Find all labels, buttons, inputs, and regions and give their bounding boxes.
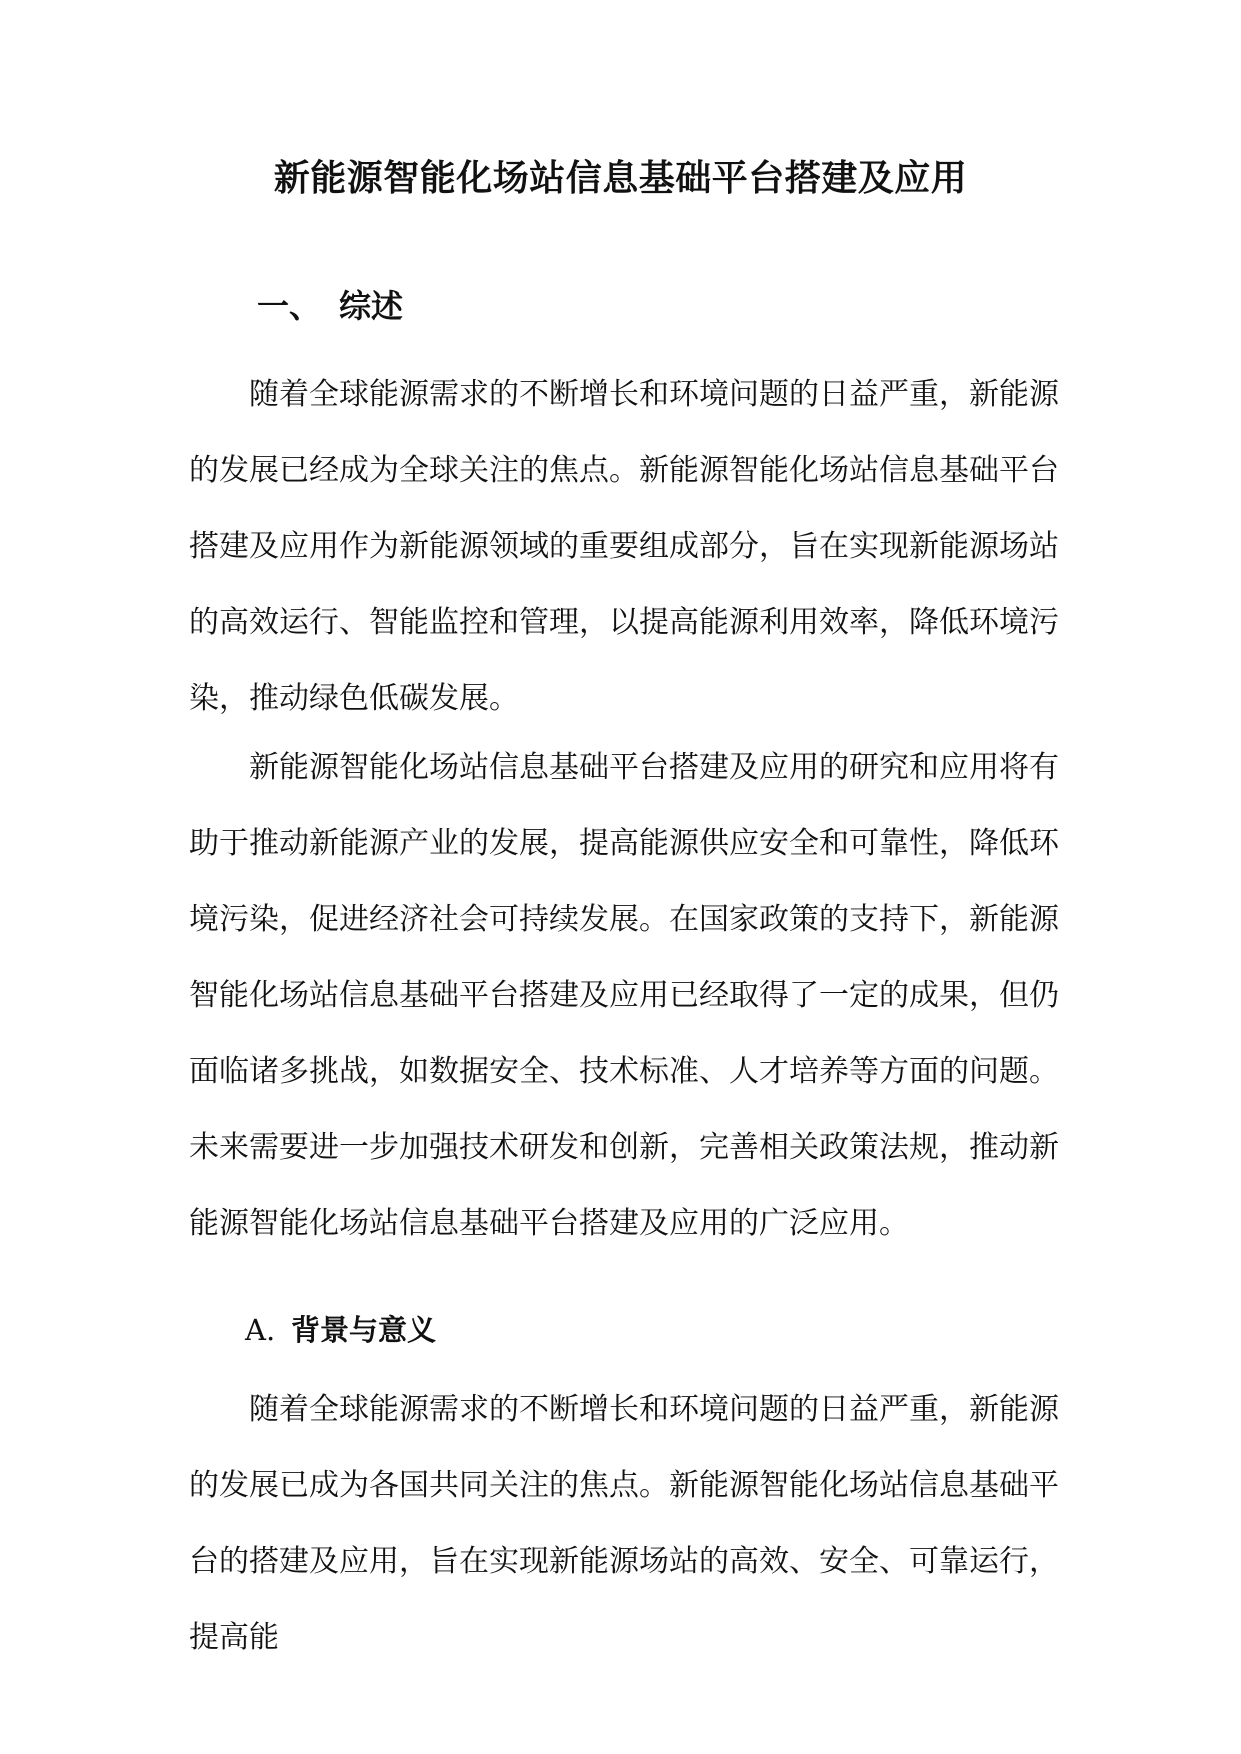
subsection-number: A. [245, 1313, 276, 1347]
section-number: 一、 [257, 287, 322, 325]
subsection-title: 背景与意义 [291, 1313, 437, 1347]
paragraph-overview-1: 随着全球能源需求的不断增长和环境问题的日益严重，新能源的发展已经成为全球关注的焦点。新能源智能化场站信息基础平台搭建及应用作为新能源领域的重要组成部分，旨在实现新能源场站的高效运行、智能监控和管理，以提高能源利用效率，降低环境污染，推动绿色低碳发展。 [189, 377, 1059, 716]
document-title: 新能源智能化场站信息基础平台搭建及应用 [273, 157, 968, 199]
section-title: 综述 [339, 287, 404, 325]
paragraph-background-1: 随着全球能源需求的不断增长和环境问题的日益严重，新能源的发展已成为各国共同关注的焦点。新能源智能化场站信息基础平台的搭建及应用，旨在实现新能源场站的高效、安全、可靠运行，提高能 [189, 1392, 1059, 1655]
subsection-heading-background [245, 1309, 436, 1351]
paragraph-overview-2: 新能源智能化场站信息基础平台搭建及应用的研究和应用将有助于推动新能源产业的发展，提高能源供应安全和可靠性，降低环境污染，促进经济社会可持续发展。在国家政策的支持下，新能源智能化场站信息基础平台搭建及应用已经取得了一定的成果，但仍面临诸多挑战，如数据安全、技术标准、人才培养等方面的问题。未来需要进一步加强技术研发和创新，完善相关政策法规，推动新能源智能化场站信息基础平台搭建及应用的广泛应用。 [189, 750, 1059, 1241]
section-heading-overview [257, 283, 403, 329]
